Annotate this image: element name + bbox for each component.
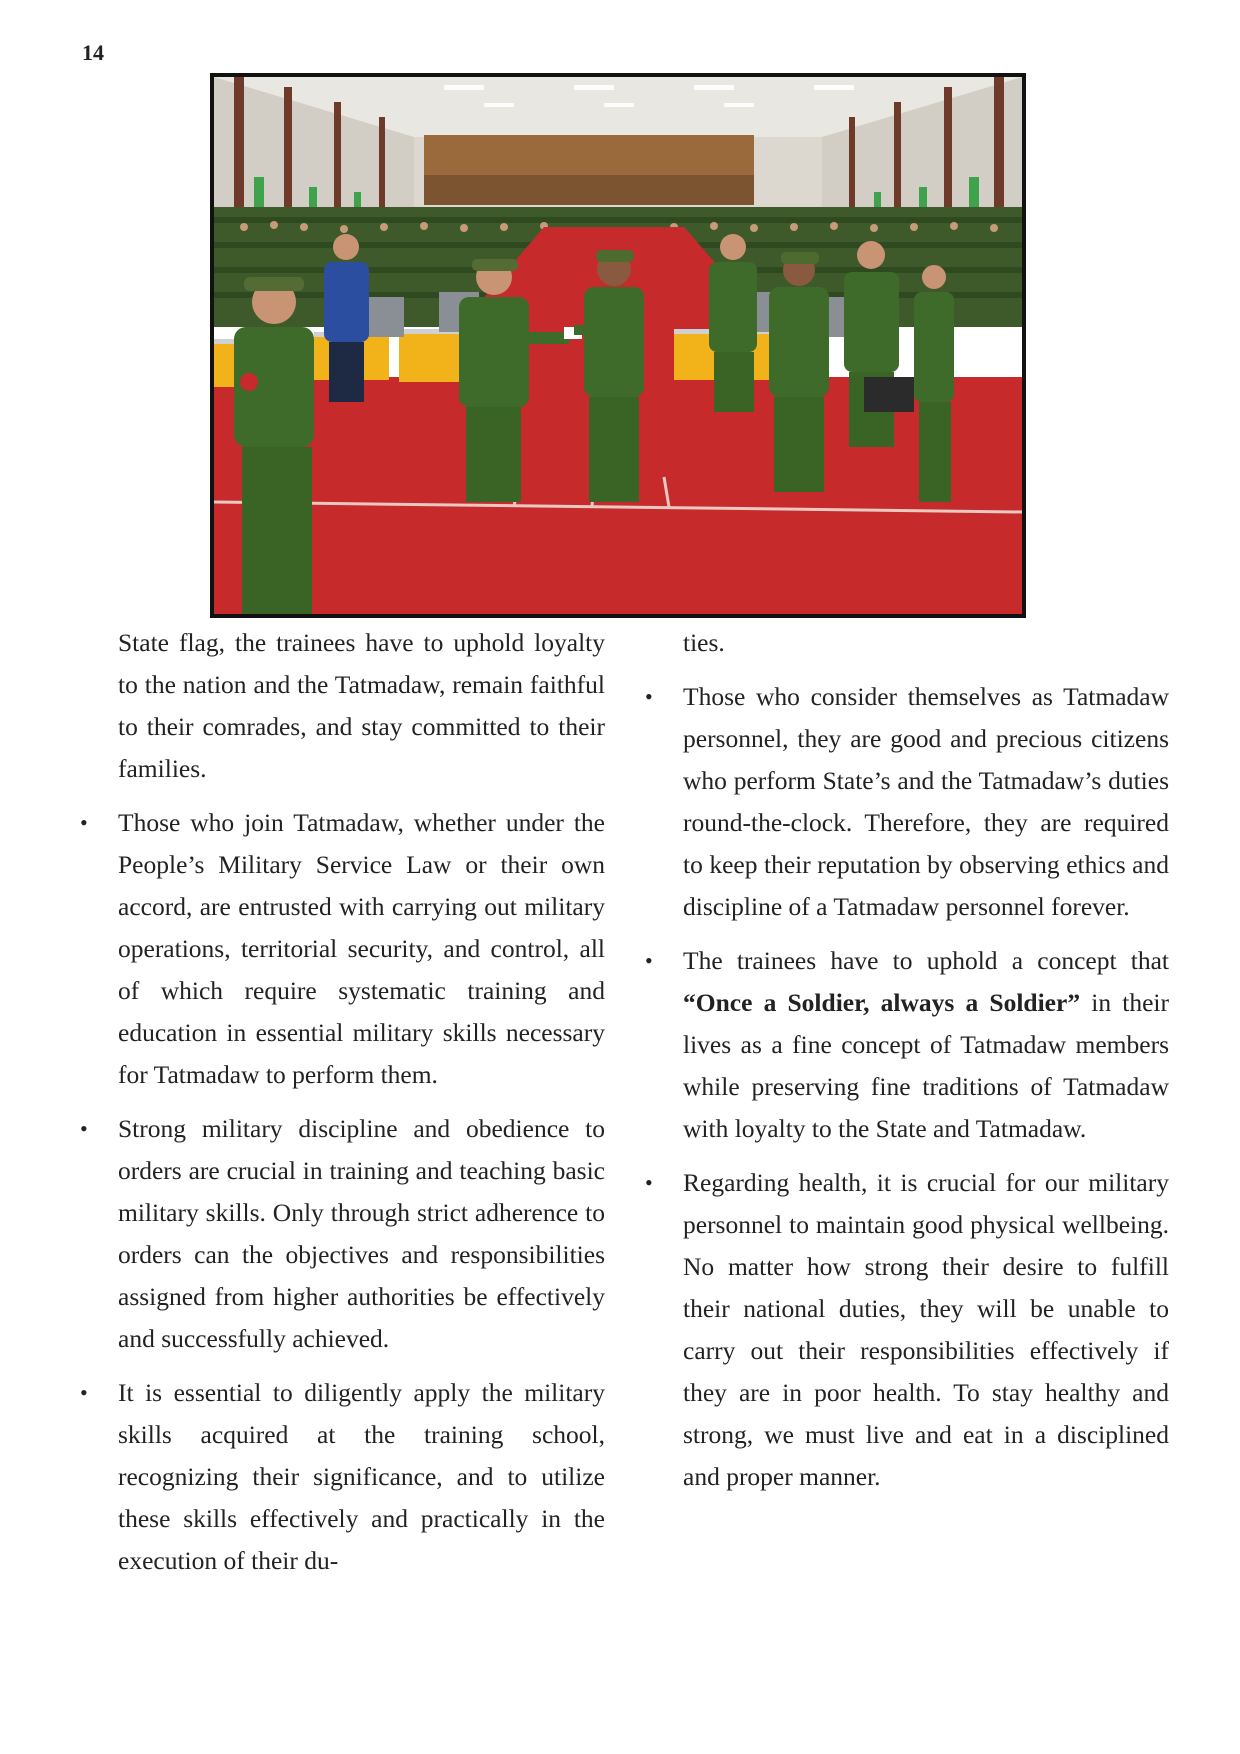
list-item-text: Regarding health, it is crucial for our military personnel to maintain good physical wellbeing. No matter how strong their desire to fulfill their national duties, they will be unable to carry out their responsibilities effectively if they are in poor health. To stay healthy and strong, we must live and eat in a disciplined and proper manner. <box>683 1168 1169 1491</box>
bullet-icon: • <box>80 810 88 835</box>
continuation-text: ties. <box>683 628 725 657</box>
list-item <box>645 940 1169 1150</box>
list-item-text-end: in their lives as a fine concept of Tatmadaw members while preserving fine traditions of Tatmadaw with loyalty to the State and Tatmadaw. <box>683 988 1169 1143</box>
right-bullet-list <box>645 676 1169 1498</box>
list-item <box>80 1372 605 1582</box>
list-item-text-start: The trainees have to uphold a concept that <box>683 946 1169 975</box>
ceremony-photo <box>210 73 1026 618</box>
intro-paragraph: State flag, the trainees have to uphold loyalty to the nation and the Tatmadaw, remain faithful to their comrades, and stay committed to their families. <box>118 628 605 783</box>
list-item <box>80 802 605 1096</box>
bullet-icon: • <box>645 684 653 709</box>
right-column <box>645 622 1169 1498</box>
bullet-icon: • <box>80 1380 88 1405</box>
soldier-motto: “Once a Soldier, always a Soldier” <box>683 988 1081 1017</box>
list-item-text: Those who join Tatmadaw, whether under the People’s Military Service Law or their own accord, are entrusted with carrying out military operations, territorial security, and control, all of which require systematic training and education in essential military skills necessary for Tatmadaw to perform them. <box>118 808 605 1089</box>
left-column <box>80 622 605 1582</box>
list-item-text: It is essential to diligently apply the military skills acquired at the training school, recognizing their significance, and to utilize these skills effectively and practically in the execution of their du- <box>118 1378 605 1575</box>
list-item-text: Strong military discipline and obedience to orders are crucial in training and teaching basic military skills. Only through strict adherence to orders can the objectives and responsibilities assigned from higher authorities be effectively and successfully achieved. <box>118 1114 605 1353</box>
list-item-text: Those who consider themselves as Tatmadaw personnel, they are good and precious citizens who perform State’s and the Tatmadaw’s duties round-the-clock. Therefore, they are required to keep their reputation by observing ethics and discipline of a Tatmadaw personnel forever. <box>683 682 1169 921</box>
list-item <box>645 676 1169 928</box>
bullet-icon: • <box>80 1116 88 1141</box>
list-item <box>80 1108 605 1360</box>
bullet-icon: • <box>645 948 653 973</box>
ceremony-photo-illustration <box>214 77 1022 614</box>
left-bullet-list <box>80 802 605 1582</box>
page-number: 14 <box>82 40 104 65</box>
list-item <box>645 1162 1169 1498</box>
bullet-icon: • <box>645 1170 653 1195</box>
